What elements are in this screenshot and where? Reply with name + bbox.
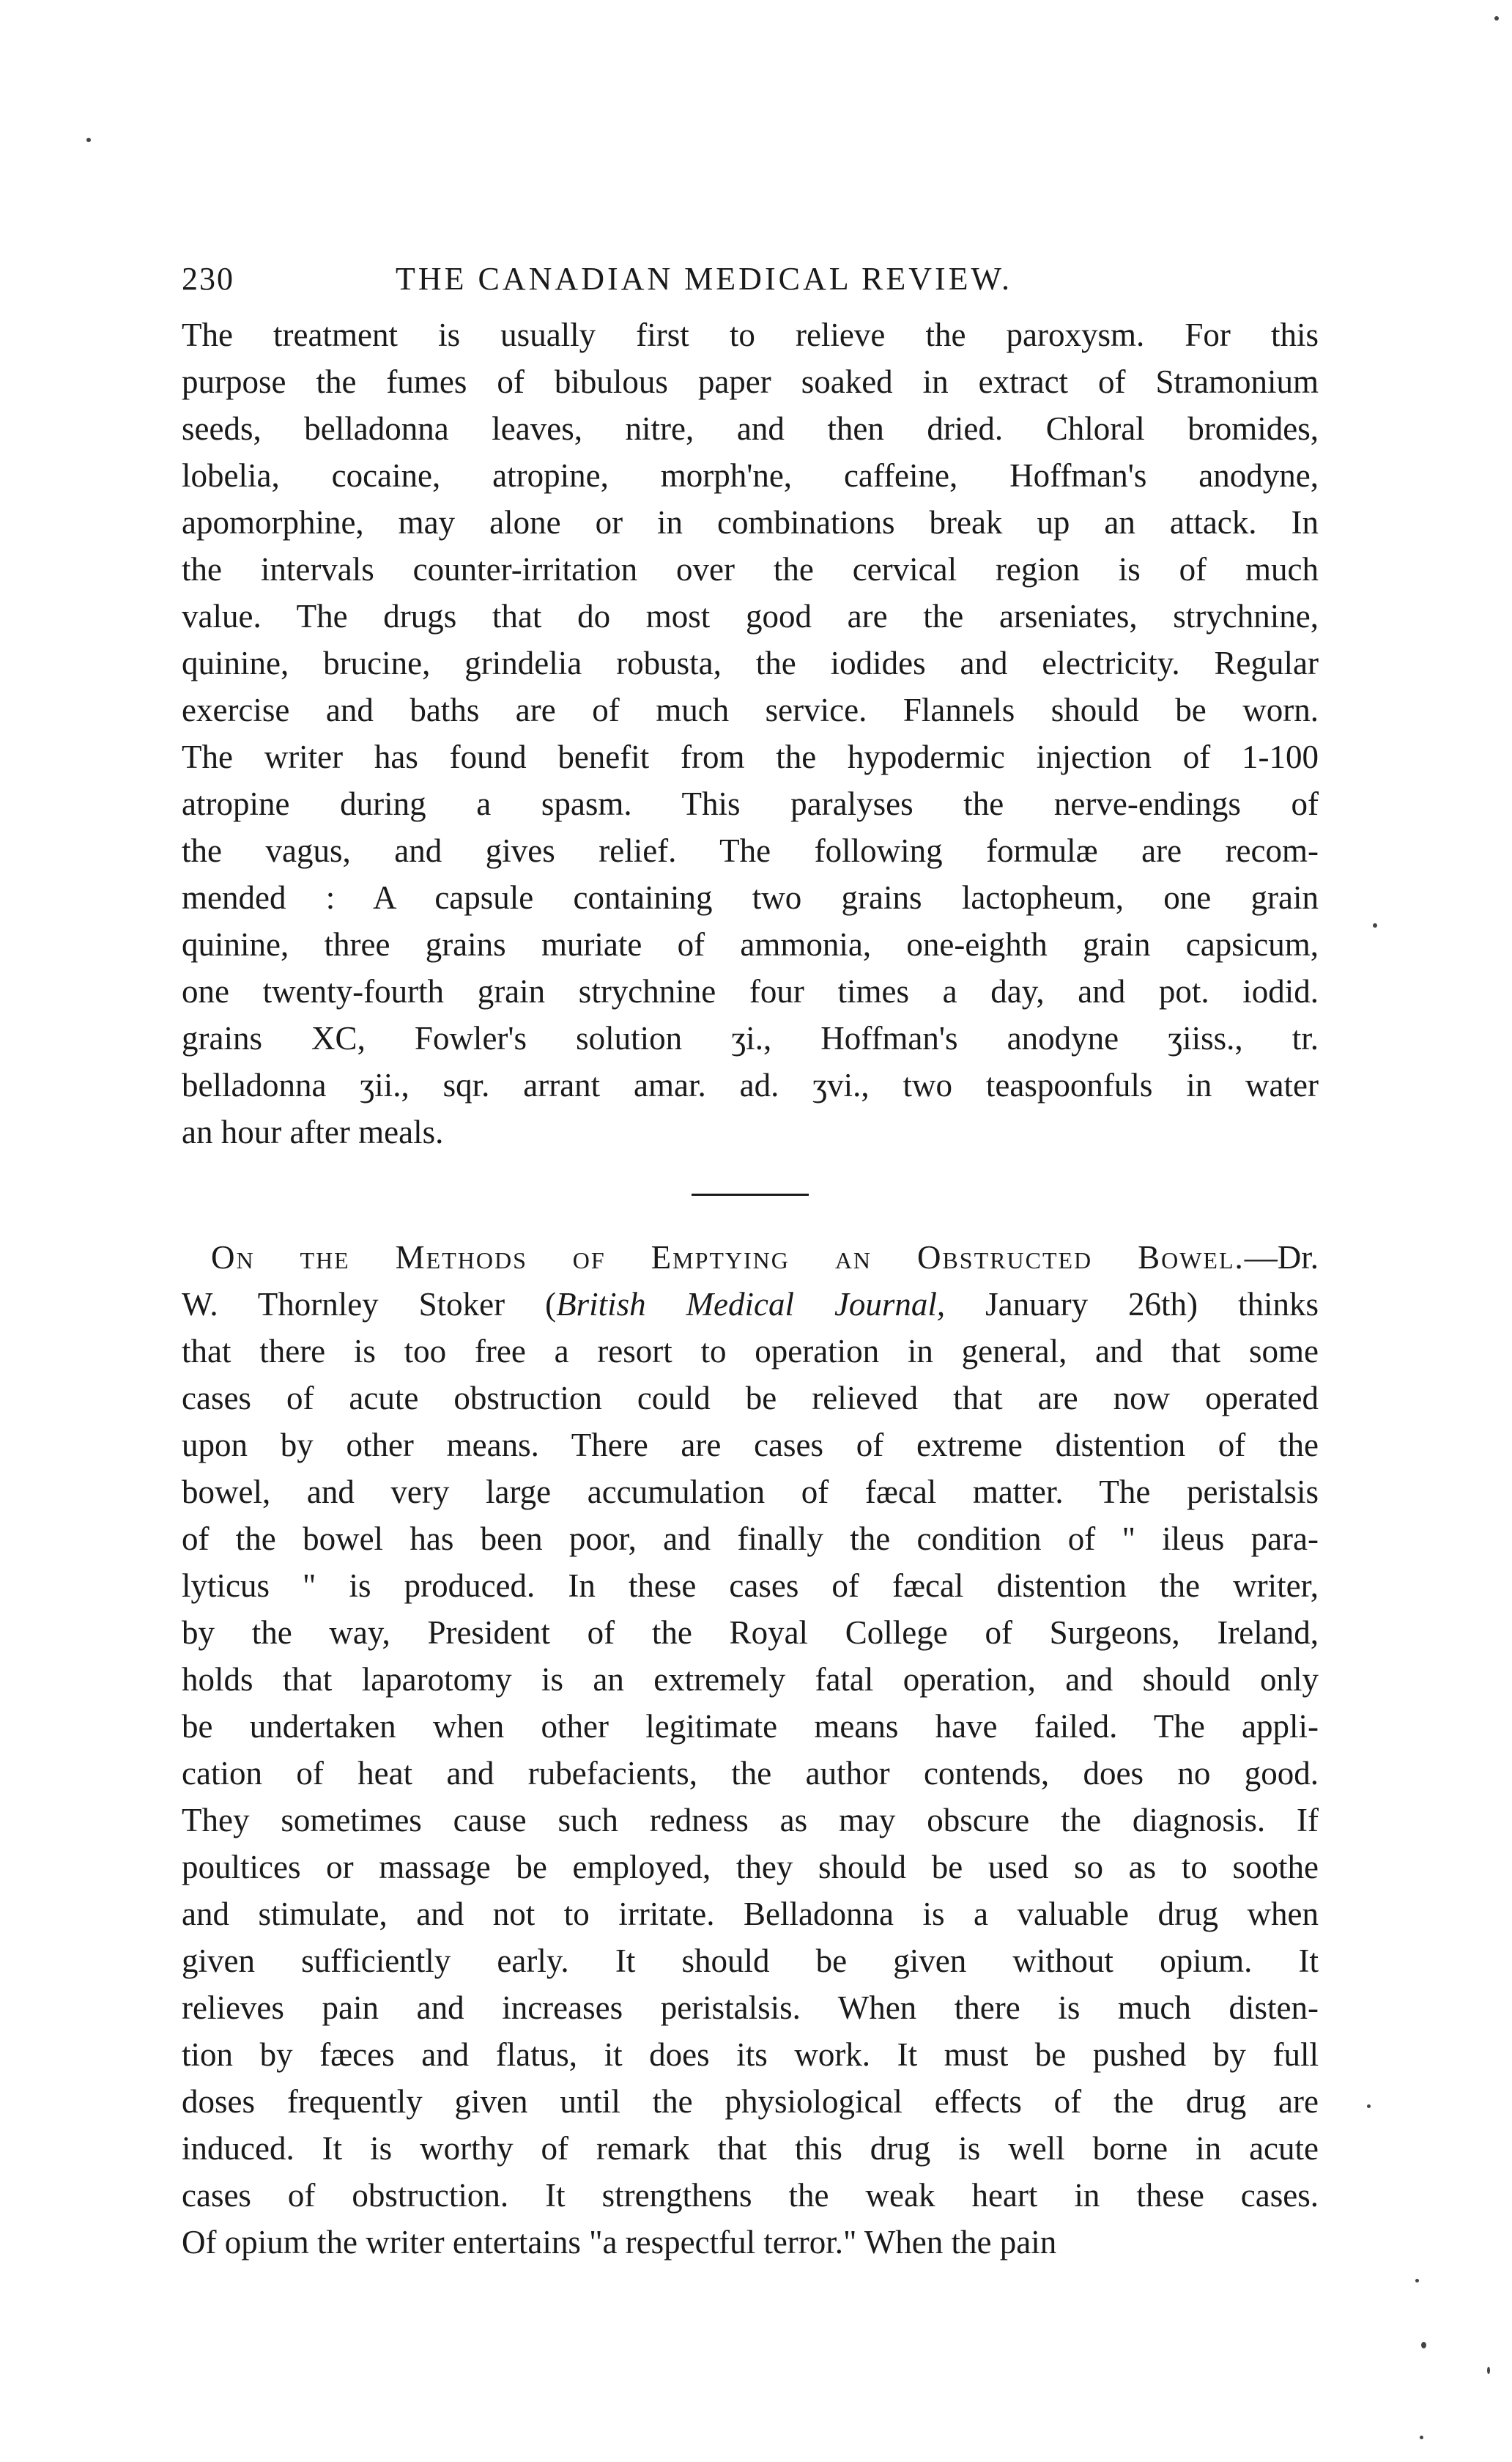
- scan-speck: [1421, 2342, 1426, 2348]
- text-line: The treatment is usually first to relieve the paroxysm. For this: [182, 317, 1319, 353]
- text-line: exercise and baths are of much service. Flannels should be worn.: [182, 692, 1319, 728]
- scan-speck: [1415, 2279, 1419, 2282]
- text-line: bowel, and very large accumulation of fæcal matter. The peristalsis: [182, 1474, 1319, 1510]
- text-line: mended : A capsule containing two grains lactopheum, one grain: [182, 879, 1319, 916]
- text-line: induced. It is worthy of remark that this drug is well borne in acute: [182, 2130, 1319, 2167]
- text-line: that there is too free a resort to operation in general, and that some: [182, 1333, 1319, 1369]
- text-line: doses frequently given until the physiological effects of the drug are: [182, 2083, 1319, 2120]
- text-line: purpose the fumes of bibulous paper soaked in extract of Stramonium: [182, 363, 1319, 400]
- text-line: cation of heat and rubefacients, the author contends, does no good.: [182, 1755, 1319, 1792]
- text-line: The writer has found benefit from the hypodermic injection of 1-100: [182, 739, 1319, 775]
- text-line: quinine, brucine, grindelia robusta, the iodides and electricity. Regular: [182, 645, 1319, 681]
- text-line: relieves pain and increases peristalsis. When there is much disten-: [182, 1989, 1319, 2026]
- text-line: seeds, belladonna leaves, nitre, and then dried. Chloral bromides,: [182, 410, 1319, 447]
- text-line: belladonna ʒii., sqr. arrant amar. ad. ʒvi., two teaspoonfuls in water: [182, 1067, 1319, 1104]
- text-line: value. The drugs that do most good are the arseniates, strychnine,: [182, 598, 1319, 635]
- text-line: of the bowel has been poor, and finally the condition of " ileus para-: [182, 1520, 1319, 1557]
- journal-citation: British Medical Journal,: [556, 1286, 946, 1323]
- text-line: lobelia, cocaine, atropine, morph'ne, caffeine, Hoffman's anodyne,: [182, 457, 1319, 494]
- text-line: and stimulate, and not to irritate. Belladonna is a valuable drug when: [182, 1896, 1319, 1932]
- article-first-line: [182, 1234, 1319, 1281]
- text-line: apomorphine, may alone or in combinations break up an attack. In: [182, 504, 1319, 541]
- text-line: be undertaken when other legitimate means have failed. The appli-: [182, 1708, 1319, 1745]
- text-line: cases of obstruction. It strengthens the weak heart in these cases.: [182, 2177, 1319, 2214]
- page-number: 230: [182, 261, 234, 297]
- scan-speck: [1420, 2436, 1423, 2439]
- author-name: W. Thornley Stoker (: [182, 1286, 557, 1323]
- running-head: [182, 260, 1319, 311]
- text-line: poultices or massage be employed, they should be used so as to soothe: [182, 1849, 1319, 1885]
- text-line: quinine, three grains muriate of ammonia, one-eighth grain capsicum,: [182, 926, 1319, 963]
- text-line: tion by fæces and flatus, it does its work. It must be pushed by full: [182, 2036, 1319, 2073]
- section-divider: [692, 1194, 809, 1196]
- text-line: by the way, President of the Royal College of Surgeons, Ireland,: [182, 1614, 1319, 1651]
- text-line: the vagus, and gives relief. The following formulæ are recom-: [182, 832, 1319, 869]
- scan-speck: [1494, 16, 1499, 21]
- citation-date: January 26th) thinks: [945, 1286, 1319, 1323]
- text-line: an hour after meals.: [182, 1114, 444, 1150]
- scan-speck: [86, 138, 91, 142]
- text-line: They sometimes cause such redness as may obscure the diagnosis. If: [182, 1802, 1319, 1838]
- scan-speck: [1373, 923, 1377, 928]
- journal-title: THE CANADIAN MEDICAL REVIEW.: [396, 261, 1012, 297]
- scan-speck: [1367, 2104, 1371, 2108]
- text-line: cases of acute obstruction could be relieved that are now operated: [182, 1380, 1319, 1416]
- scan-speck: [1487, 2367, 1490, 2374]
- text-line: grains XC, Fowler's solution ʒi., Hoffman's anodyne ʒiiss., tr.: [182, 1020, 1319, 1057]
- text-line: atropine during a spasm. This paralyses the nerve-endings of: [182, 785, 1319, 822]
- page-body: [182, 260, 1319, 2266]
- author-prefix: —Dr.: [1244, 1239, 1319, 1276]
- text-line: upon by other means. There are cases of extreme distention of the: [182, 1427, 1319, 1463]
- text-line: given sufficiently early. It should be given without opium. It: [182, 1942, 1319, 1979]
- text-line: holds that laparotomy is an extremely fatal operation, and should only: [182, 1661, 1319, 1698]
- bowel-obstruction-article: [182, 1234, 1319, 2266]
- treatment-paragraph: [182, 311, 1319, 1156]
- article-second-line: [182, 1281, 1319, 1328]
- article-heading: On the Methods of Emptying an Obstructed Bowel.: [211, 1239, 1245, 1276]
- text-line: one twenty-fourth grain strychnine four times a day, and pot. iodid.: [182, 973, 1319, 1010]
- text-line: the intervals counter-irritation over the cervical region is of much: [182, 551, 1319, 588]
- text-line: Of opium the writer entertains "a respectful terror." When the pain: [182, 2224, 1057, 2260]
- text-line: lyticus " is produced. In these cases of fæcal distention the writer,: [182, 1567, 1319, 1604]
